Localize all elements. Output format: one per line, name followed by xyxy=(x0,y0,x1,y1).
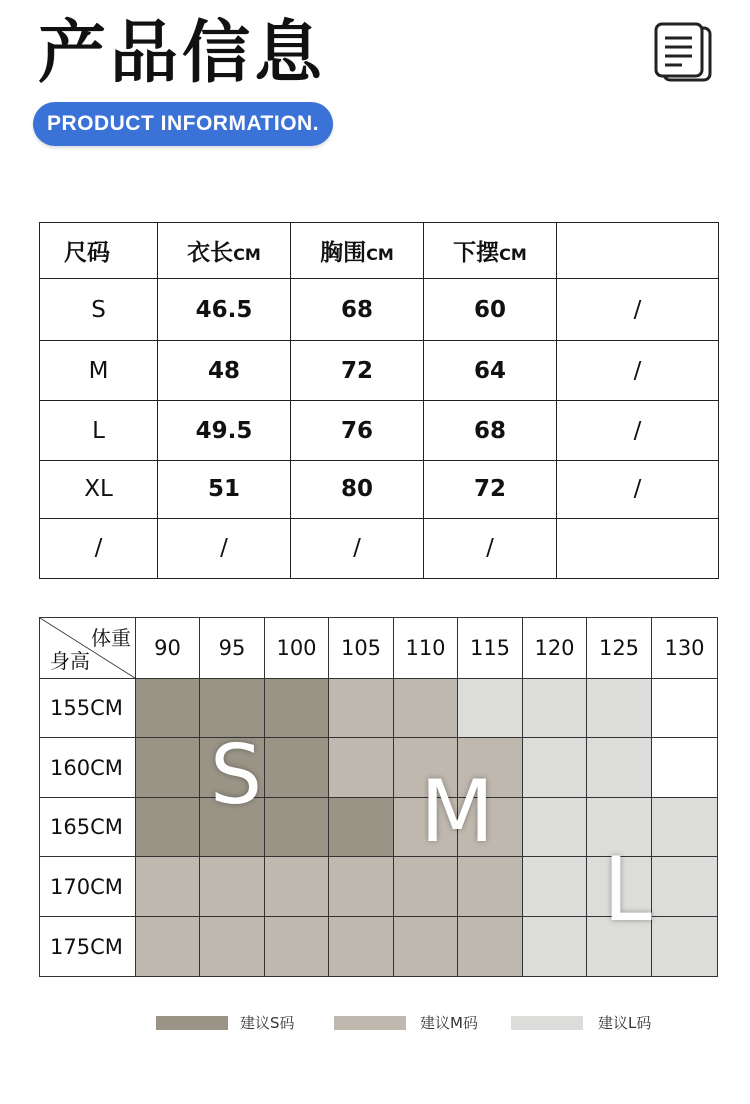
weight-cell: 105 xyxy=(329,618,394,679)
recommendation-cell xyxy=(265,738,329,798)
table-cell: 49.5 xyxy=(158,401,291,460)
table-cell: 68 xyxy=(424,401,557,460)
table-cell: 64 xyxy=(424,341,557,401)
weight-cell: 115 xyxy=(458,618,523,679)
recommendation-cell xyxy=(458,917,523,977)
weight-cell: 110 xyxy=(394,618,458,679)
table-row xyxy=(40,401,719,460)
height-cell: 170CM xyxy=(40,857,136,917)
legend-swatch-s xyxy=(156,1016,228,1030)
recommendation-cell xyxy=(265,679,329,738)
table-row xyxy=(40,341,719,401)
table-row xyxy=(40,518,719,578)
header-cell: 下摆CM xyxy=(424,223,557,279)
page-title: 产品信息 xyxy=(38,14,327,93)
zone-label-s: S xyxy=(210,728,263,823)
size-table-header xyxy=(40,223,719,279)
table-cell: 68 xyxy=(291,279,424,341)
weight-cell: 100 xyxy=(265,618,329,679)
recommendation-cell xyxy=(136,738,200,798)
height-cell: 165CM xyxy=(40,798,136,857)
legend-label-m: 建议M码 xyxy=(420,1014,478,1032)
recommendation-cell xyxy=(329,738,394,798)
recommendation-cell xyxy=(136,679,200,738)
legend-swatch-l xyxy=(511,1016,583,1030)
recommendation-cell xyxy=(265,798,329,857)
table-row xyxy=(40,460,719,518)
table-cell: / xyxy=(557,460,719,518)
recommendation-cell xyxy=(265,857,329,917)
recommendation-cell xyxy=(523,679,587,738)
table-cell xyxy=(557,518,719,578)
recommendation-cell xyxy=(523,738,587,798)
recommendation-cell xyxy=(652,857,718,917)
recommendation-cell xyxy=(523,857,587,917)
recommendation-cell xyxy=(652,917,718,977)
recommendation-cell xyxy=(136,857,200,917)
recommendation-cell xyxy=(523,798,587,857)
zone-label-l: L xyxy=(603,838,653,941)
table-cell: 72 xyxy=(291,341,424,401)
section-badge: PRODUCT INFORMATION. xyxy=(33,102,333,146)
table-cell: / xyxy=(424,518,557,578)
recommendation-cell xyxy=(652,738,718,798)
weight-axis-label: 体重 xyxy=(91,626,131,650)
recommendation-cell xyxy=(458,679,523,738)
size-cell: L xyxy=(40,401,158,460)
size-cell: S xyxy=(40,279,158,341)
table-cell: 60 xyxy=(424,279,557,341)
recommendation-cell xyxy=(136,798,200,857)
legend-label-l: 建议L码 xyxy=(598,1014,652,1032)
height-cell: 155CM xyxy=(40,679,136,738)
recommendation-cell xyxy=(265,917,329,977)
recommendation-cell xyxy=(329,798,394,857)
recommendation-cell xyxy=(652,798,718,857)
legend-swatch-m xyxy=(334,1016,406,1030)
table-cell: 72 xyxy=(424,460,557,518)
table-row xyxy=(40,279,719,341)
header-cell: 尺码 xyxy=(40,223,158,279)
recommendation-cell xyxy=(652,679,718,738)
legend-label-s: 建议S码 xyxy=(240,1014,295,1032)
recommendation-cell xyxy=(587,679,652,738)
recommendation-cell xyxy=(587,738,652,798)
size-cell: XL xyxy=(40,460,158,518)
height-cell: 175CM xyxy=(40,917,136,977)
weight-cell: 120 xyxy=(523,618,587,679)
recommendation-cell xyxy=(200,917,265,977)
height-row xyxy=(40,738,718,798)
table-cell: / xyxy=(557,401,719,460)
recommendation-cell xyxy=(523,917,587,977)
size-cell: M xyxy=(40,341,158,401)
recommendation-cell xyxy=(394,917,458,977)
recommendation-cell xyxy=(329,857,394,917)
weight-cell: 90 xyxy=(136,618,200,679)
weight-cell: 125 xyxy=(587,618,652,679)
table-cell: 76 xyxy=(291,401,424,460)
table-cell: 48 xyxy=(158,341,291,401)
size-cell: / xyxy=(40,518,158,578)
size-chart-table xyxy=(39,222,719,579)
zone-label-m: M xyxy=(420,762,495,862)
header-cell: 胸围CM xyxy=(291,223,424,279)
table-cell: / xyxy=(291,518,424,578)
table-cell: 51 xyxy=(158,460,291,518)
height-cell: 160CM xyxy=(40,738,136,798)
header-cell xyxy=(557,223,719,279)
header-cell: 衣长CM xyxy=(158,223,291,279)
recommendation-cell xyxy=(394,857,458,917)
table-cell: 80 xyxy=(291,460,424,518)
weight-cell: 130 xyxy=(652,618,718,679)
height-row xyxy=(40,679,718,738)
grid-corner xyxy=(40,618,136,679)
recommendation-cell xyxy=(136,917,200,977)
recommendation-cell xyxy=(329,679,394,738)
recommendation-cell xyxy=(458,857,523,917)
table-cell: 46.5 xyxy=(158,279,291,341)
table-cell: / xyxy=(557,341,719,401)
table-cell: / xyxy=(158,518,291,578)
legend xyxy=(0,1012,750,1034)
recommendation-cell xyxy=(200,857,265,917)
recommendation-cell xyxy=(394,679,458,738)
weight-cell: 95 xyxy=(200,618,265,679)
recommendation-cell xyxy=(329,917,394,977)
table-cell: / xyxy=(557,279,719,341)
weight-header-row xyxy=(40,618,718,679)
document-icon xyxy=(652,22,716,86)
height-axis-label: 身高 xyxy=(50,649,90,673)
